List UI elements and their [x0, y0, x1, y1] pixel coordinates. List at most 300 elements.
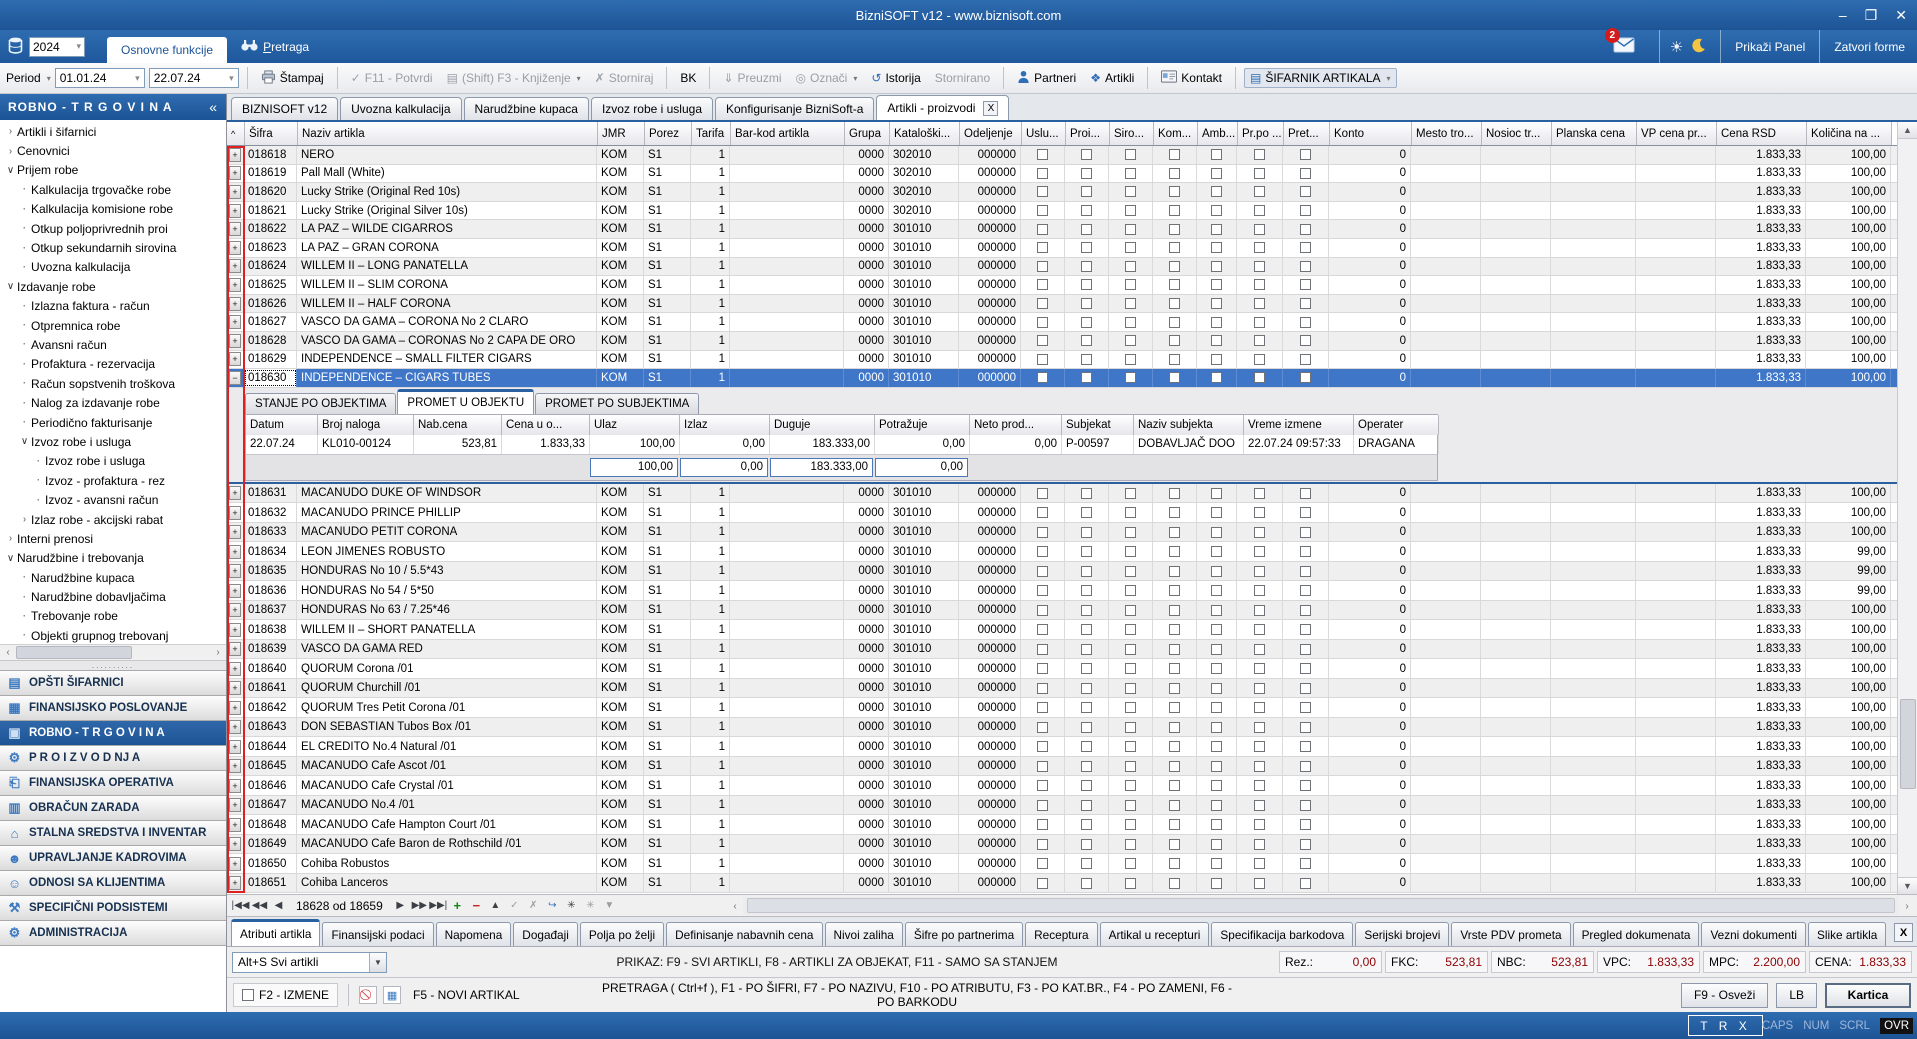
toolbar-button--tampaj[interactable] — [256, 68, 329, 89]
checkbox-icon[interactable] — [1125, 878, 1136, 889]
checkbox-icon[interactable] — [1125, 839, 1136, 850]
column-header-uslu-[interactable]: Uslu... — [1022, 122, 1066, 145]
checkbox-icon[interactable] — [1037, 878, 1048, 889]
checkbox-icon[interactable] — [1211, 780, 1222, 791]
checkbox-icon[interactable] — [1037, 224, 1048, 235]
checkbox-icon[interactable] — [1037, 168, 1048, 179]
checkbox-icon[interactable] — [1037, 624, 1048, 635]
checkbox-icon[interactable] — [1081, 858, 1092, 869]
table-row[interactable] — [227, 313, 1917, 332]
sidebar-item-izvoz-avansni-ra-un[interactable] — [0, 490, 226, 509]
expand-row-icon[interactable]: + — [229, 506, 241, 520]
scroll-right-icon[interactable]: › — [1905, 900, 1909, 912]
checkbox-icon[interactable] — [1211, 741, 1222, 752]
table-row[interactable] — [227, 698, 1917, 718]
f2-izmene-toggle[interactable]: F2 - IZMENE — [233, 983, 338, 1007]
column-header-porez[interactable]: Porez — [645, 122, 692, 145]
checkbox-icon[interactable] — [1037, 839, 1048, 850]
scrollbar-thumb[interactable] — [1900, 699, 1916, 789]
sidebar-item-izvoz-robe-i-usluga[interactable] — [0, 452, 226, 471]
nav-insert-icon[interactable]: + — [453, 898, 462, 913]
checkbox-icon[interactable] — [1300, 605, 1311, 616]
checkbox-icon[interactable] — [1081, 566, 1092, 577]
nav-post-icon[interactable]: ✓ — [510, 900, 519, 911]
tab-konfigurisanje-biznisoft-a[interactable] — [715, 97, 874, 120]
nav-next-page-icon[interactable]: ▶▶ — [411, 900, 427, 911]
detail-column-naziv-subjekta[interactable]: Naziv subjekta — [1134, 415, 1244, 435]
sidebar-item-izlaz-robe-akcijski-rabat[interactable] — [0, 510, 226, 529]
checkbox-icon[interactable] — [1081, 488, 1092, 499]
toolbar-button-bk[interactable] — [675, 69, 701, 87]
toolbar-button-artikli[interactable] — [1085, 69, 1139, 87]
detail-tab-stanje-po-objektima[interactable]: STANJE PO OBJEKTIMA — [245, 393, 396, 414]
checkbox-icon[interactable] — [1037, 298, 1048, 309]
expand-row-icon[interactable]: + — [229, 241, 241, 255]
bottom-tab-pregled-dokumenata[interactable]: Pregled dokumenata — [1573, 922, 1700, 946]
expand-row-icon[interactable]: + — [229, 837, 241, 851]
checkbox-icon[interactable] — [1254, 279, 1265, 290]
scroll-left-icon[interactable]: ‹ — [6, 647, 10, 658]
table-row[interactable] — [227, 484, 1917, 504]
bottom-tab-napomena[interactable]: Napomena — [436, 922, 512, 946]
bottom-tab-specifikacija-barkodova[interactable]: Specifikacija barkodova — [1211, 922, 1353, 946]
column-header-amb-[interactable]: Amb... — [1198, 122, 1238, 145]
checkbox-icon[interactable] — [1037, 317, 1048, 328]
nav-last-icon[interactable]: ▶▶| — [429, 900, 448, 911]
checkbox-icon[interactable] — [1125, 372, 1136, 383]
toolbar-button-kontakt[interactable] — [1156, 68, 1227, 88]
checkbox-icon[interactable] — [1254, 624, 1265, 635]
detail-column-ulaz[interactable]: Ulaz — [590, 415, 680, 435]
sidebar-item-izvoz-robe-i-usluga[interactable] — [0, 432, 226, 451]
checkbox-icon[interactable] — [1081, 205, 1092, 216]
maximize-button[interactable]: ❐ — [1864, 6, 1878, 23]
checkbox-icon[interactable] — [1125, 298, 1136, 309]
disable-edit-icon[interactable] — [359, 986, 377, 1004]
checkbox-icon[interactable] — [1169, 224, 1180, 235]
checkbox-icon[interactable] — [1125, 242, 1136, 253]
checkbox-icon[interactable] — [1211, 605, 1222, 616]
checkbox-icon[interactable] — [1037, 702, 1048, 713]
sidebar-item-ra-un-sopstvenih-tro-kova[interactable] — [0, 374, 226, 393]
column-header-mesto-tro-[interactable]: Mesto tro... — [1412, 122, 1482, 145]
checkbox-icon[interactable] — [1125, 546, 1136, 557]
expand-row-icon[interactable]: + — [229, 486, 241, 500]
checkbox-icon[interactable] — [1300, 839, 1311, 850]
checkbox-icon[interactable] — [1300, 149, 1311, 160]
expand-row-icon[interactable]: + — [229, 352, 241, 366]
checkbox-icon[interactable] — [1081, 279, 1092, 290]
checkbox-icon[interactable] — [1211, 205, 1222, 216]
sidebar-item-otkup-poljoprivrednih-proi[interactable] — [0, 219, 226, 238]
checkbox-icon[interactable] — [1081, 186, 1092, 197]
sidebar-item-objekti-grupnog-trebovanj[interactable] — [0, 626, 226, 644]
checkbox-icon[interactable] — [1300, 546, 1311, 557]
f5-new-article-button[interactable]: F5 - NOVI ARTIKAL — [413, 988, 520, 1002]
module-finansijska-operativa[interactable] — [0, 771, 226, 796]
checkbox-icon[interactable] — [1125, 800, 1136, 811]
close-tab-icon[interactable]: X — [983, 101, 998, 116]
checkbox-icon[interactable] — [1169, 858, 1180, 869]
tab-biznisoft-v12[interactable] — [231, 97, 338, 120]
table-row[interactable] — [227, 239, 1917, 258]
detail-tab-promet-u-objektu[interactable]: PROMET U OBJEKTU — [397, 389, 534, 414]
checkbox-icon[interactable] — [1169, 546, 1180, 557]
checkbox-icon[interactable] — [1169, 741, 1180, 752]
expand-row-icon[interactable]: + — [229, 525, 241, 539]
checkbox-icon[interactable] — [1081, 335, 1092, 346]
checkbox-icon[interactable] — [1300, 261, 1311, 272]
sidebar-item-uvozna-kalkulacija[interactable] — [0, 258, 226, 277]
checkbox-icon[interactable] — [1211, 761, 1222, 772]
checkbox-icon[interactable] — [1300, 205, 1311, 216]
checkbox-icon[interactable] — [1037, 858, 1048, 869]
checkbox-icon[interactable] — [1300, 335, 1311, 346]
checkbox-icon[interactable] — [1211, 224, 1222, 235]
checkbox-icon[interactable] — [1169, 149, 1180, 160]
checkbox-icon[interactable] — [1300, 858, 1311, 869]
checkbox-icon[interactable] — [1254, 800, 1265, 811]
sidebar-item-profaktura-rezervacija[interactable] — [0, 355, 226, 374]
checkbox-icon[interactable] — [1169, 585, 1180, 596]
checkbox-icon[interactable] — [1211, 168, 1222, 179]
expand-row-icon[interactable]: + — [229, 278, 241, 292]
checkbox-icon[interactable] — [1211, 683, 1222, 694]
checkbox-icon[interactable] — [1037, 261, 1048, 272]
toolbar-button-preuzmi[interactable] — [718, 69, 786, 87]
detail-column-nab-cena[interactable]: Nab.cena — [414, 415, 502, 435]
sidebar-item-kalkulacija-komisione-robe[interactable] — [0, 200, 226, 219]
checkbox-icon[interactable] — [1037, 149, 1048, 160]
toolbar-button-partneri[interactable] — [1012, 68, 1081, 89]
checkbox-icon[interactable] — [1300, 354, 1311, 365]
checkbox-icon[interactable] — [1211, 335, 1222, 346]
checkbox-icon[interactable] — [1300, 780, 1311, 791]
sidebar-item-avansni-ra-un[interactable] — [0, 335, 226, 354]
checkbox-icon[interactable] — [1037, 683, 1048, 694]
checkbox-icon[interactable] — [1254, 149, 1265, 160]
bottom-tab-nivoi-zaliha[interactable]: Nivoi zaliha — [825, 922, 903, 946]
checkbox-icon[interactable] — [1081, 507, 1092, 518]
expand-row-icon[interactable]: + — [229, 740, 241, 754]
checkbox-icon[interactable] — [1254, 298, 1265, 309]
expand-row-icon[interactable]: + — [229, 204, 241, 218]
checkbox-icon[interactable] — [1300, 585, 1311, 596]
table-row[interactable] — [227, 679, 1917, 699]
tab-pretraga[interactable]: Pretraga — [241, 39, 309, 55]
checkbox-icon[interactable] — [1300, 819, 1311, 830]
tree-expanded-icon[interactable]: ∨ — [6, 281, 15, 293]
checkbox-icon[interactable] — [1169, 683, 1180, 694]
toolbar-button-storniraj[interactable] — [590, 69, 659, 87]
minimize-button[interactable]: – — [1838, 7, 1847, 23]
collapse-row-icon[interactable]: − — [229, 371, 241, 385]
tab-osnovne-funkcije[interactable]: Osnovne funkcije — [107, 37, 227, 63]
expand-row-icon[interactable]: + — [229, 720, 241, 734]
tree-collapsed-icon[interactable]: › — [8, 533, 13, 545]
sidebar-item-periodi-no-fakturisanje[interactable] — [0, 413, 226, 432]
table-row[interactable] — [227, 815, 1917, 835]
scroll-right-icon[interactable]: › — [216, 647, 220, 658]
checkbox-icon[interactable] — [1254, 605, 1265, 616]
detail-column-datum[interactable]: Datum — [246, 415, 318, 435]
column-header-tarifa[interactable]: Tarifa — [692, 122, 731, 145]
nav-edit-icon[interactable]: ▲ — [490, 900, 501, 911]
tab-narud-bine-kupaca[interactable] — [464, 97, 589, 120]
table-row[interactable] — [227, 276, 1917, 295]
checkbox-icon[interactable] — [1254, 186, 1265, 197]
checkbox-icon[interactable] — [1300, 663, 1311, 674]
table-row[interactable] — [227, 202, 1917, 221]
tab-artikli-proizvodi[interactable] — [876, 95, 1009, 120]
expand-row-icon[interactable]: + — [229, 297, 241, 311]
module-odnosi-sa-klijentima[interactable] — [0, 871, 226, 896]
checkbox-icon[interactable] — [1169, 317, 1180, 328]
toolbar-button-ozna-i[interactable] — [791, 69, 863, 87]
checkbox-icon[interactable] — [1125, 722, 1136, 733]
table-row[interactable] — [227, 835, 1917, 855]
detail-column-subjekat[interactable]: Subjekat — [1062, 415, 1134, 435]
checkbox-icon[interactable] — [1125, 261, 1136, 272]
checkbox-icon[interactable] — [1081, 317, 1092, 328]
detail-column-potra-uje[interactable]: Potražuje — [875, 415, 970, 435]
checkbox-icon[interactable] — [1081, 224, 1092, 235]
nav-goto-bookmark-icon[interactable]: ✳ — [586, 900, 595, 911]
table-row[interactable] — [227, 562, 1917, 582]
column-header-proi-[interactable]: Proi... — [1066, 122, 1110, 145]
checkbox-icon[interactable] — [1081, 819, 1092, 830]
nav-prior-page-icon[interactable]: ◀◀ — [251, 900, 268, 911]
column-header-jmr[interactable]: JMR — [598, 122, 645, 145]
nav-refresh-icon[interactable]: ↪ — [548, 900, 557, 911]
close-panel-icon[interactable]: X — [1894, 923, 1913, 942]
table-row[interactable] — [227, 581, 1917, 601]
sidebar-item-interni-prenosi[interactable] — [0, 529, 226, 548]
sidebar-item-izvoz-profaktura-rez[interactable] — [0, 471, 226, 490]
table-row[interactable] — [227, 737, 1917, 757]
checkbox-icon[interactable] — [1211, 507, 1222, 518]
checkbox-icon[interactable] — [1211, 488, 1222, 499]
table-row[interactable] — [227, 220, 1917, 239]
expand-row-icon[interactable]: + — [229, 259, 241, 273]
expand-row-icon[interactable]: + — [229, 564, 241, 578]
table-row[interactable] — [227, 854, 1917, 874]
checkbox-icon[interactable] — [1211, 624, 1222, 635]
checkbox-icon[interactable] — [1169, 242, 1180, 253]
expand-row-icon[interactable]: + — [229, 623, 241, 637]
checkbox-icon[interactable] — [1037, 566, 1048, 577]
checkbox-icon[interactable] — [1169, 168, 1180, 179]
checkbox-icon[interactable] — [1081, 168, 1092, 179]
checkbox-icon[interactable] — [1081, 605, 1092, 616]
checkbox-icon[interactable] — [1169, 644, 1180, 655]
period-label[interactable]: Period — [6, 71, 41, 85]
checkbox-icon[interactable] — [1037, 605, 1048, 616]
checkbox-icon[interactable] — [1254, 644, 1265, 655]
checkbox-icon[interactable] — [1037, 722, 1048, 733]
column-header-naziv-artikla[interactable]: Naziv artikla — [298, 122, 598, 145]
toolbar-button-stornirano[interactable] — [930, 69, 995, 87]
checkbox-icon[interactable] — [1254, 507, 1265, 518]
checkbox-icon[interactable] — [1037, 780, 1048, 791]
checkbox-icon[interactable] — [1254, 317, 1265, 328]
tree-collapsed-icon[interactable]: › — [22, 514, 27, 525]
kartica-button[interactable]: Kartica — [1825, 983, 1911, 1008]
checkbox-icon[interactable] — [1037, 800, 1048, 811]
column-header-nosioc-tr-[interactable]: Nosioc tr... — [1482, 122, 1552, 145]
expand-row-icon[interactable]: + — [229, 545, 241, 559]
nav-next-icon[interactable]: ▶ — [396, 900, 405, 911]
module-finansijsko-poslovanje[interactable] — [0, 696, 226, 721]
checkbox-icon[interactable] — [1169, 261, 1180, 272]
column-header-vp-cena-pr-[interactable]: VP cena pr... — [1637, 122, 1717, 145]
light-theme-icon[interactable]: ☀ — [1669, 38, 1684, 56]
detail-column-vreme-izmene[interactable]: Vreme izmene — [1244, 415, 1354, 435]
checkbox-icon[interactable] — [1037, 488, 1048, 499]
bottom-tab-slike-artikla[interactable]: Slike artikla — [1808, 922, 1886, 946]
column-header-siro-[interactable]: Siro... — [1110, 122, 1154, 145]
table-layout-icon[interactable]: ▦ — [383, 986, 401, 1004]
checkbox-icon[interactable] — [1300, 372, 1311, 383]
checkbox-icon[interactable] — [1169, 488, 1180, 499]
table-row[interactable] — [227, 369, 1917, 388]
toolbar-button-istorija[interactable] — [866, 69, 925, 87]
checkbox-icon[interactable] — [1125, 585, 1136, 596]
expand-row-icon[interactable]: + — [229, 701, 241, 715]
checkbox-icon[interactable] — [1211, 279, 1222, 290]
tab-uvozna-kalkulacija[interactable] — [340, 97, 461, 120]
checkbox-icon[interactable] — [1125, 507, 1136, 518]
checkbox-icon[interactable] — [1211, 585, 1222, 596]
checkbox-icon[interactable] — [1300, 683, 1311, 694]
checkbox-icon[interactable] — [1254, 761, 1265, 772]
checkbox-icon[interactable] — [1081, 780, 1092, 791]
expand-row-icon[interactable]: + — [229, 759, 241, 773]
sidebar-item-nalog-za-izdavanje-robe[interactable] — [0, 393, 226, 412]
expand-row-icon[interactable]: + — [229, 148, 241, 162]
table-row[interactable] — [227, 183, 1917, 202]
checkbox-icon[interactable] — [1300, 624, 1311, 635]
checkbox-icon[interactable] — [1037, 205, 1048, 216]
checkbox-icon[interactable] — [1211, 186, 1222, 197]
checkbox-icon[interactable] — [1254, 488, 1265, 499]
year-select[interactable]: 2024 ▾ — [29, 37, 85, 57]
table-row[interactable] — [227, 659, 1917, 679]
nav-prior-icon[interactable]: ◀ — [274, 900, 283, 911]
checkbox-icon[interactable] — [1037, 663, 1048, 674]
checkbox-icon[interactable] — [1037, 242, 1048, 253]
checkbox-icon[interactable] — [1300, 761, 1311, 772]
tree-expanded-icon[interactable]: ∨ — [6, 552, 15, 564]
grid-vertical-scrollbar[interactable] — [1897, 122, 1917, 894]
sidebar-item-kalkulacija-trgova-ke-robe[interactable] — [0, 180, 226, 199]
close-forms-button[interactable]: Zatvori forme — [1834, 39, 1905, 54]
checkbox-icon[interactable] — [1037, 761, 1048, 772]
checkbox-icon[interactable] — [1125, 566, 1136, 577]
expand-row-icon[interactable]: + — [229, 681, 241, 695]
checkbox-icon[interactable] — [1254, 663, 1265, 674]
checkbox-icon[interactable] — [1300, 644, 1311, 655]
table-row[interactable] — [227, 640, 1917, 660]
checkbox-icon[interactable] — [1125, 780, 1136, 791]
checkbox-icon[interactable] — [1211, 722, 1222, 733]
bottom-tab-atributi-artikla[interactable]: Atributi artikla — [231, 919, 320, 946]
checkbox-icon[interactable] — [1125, 279, 1136, 290]
table-row[interactable] — [227, 718, 1917, 738]
checkbox-icon[interactable] — [1081, 242, 1092, 253]
expand-row-icon[interactable]: + — [229, 798, 241, 812]
column-header-katalo-ki-[interactable]: Kataloški... — [890, 122, 960, 145]
checkbox-icon[interactable] — [1254, 683, 1265, 694]
checkbox-icon[interactable] — [1300, 242, 1311, 253]
checkbox-icon[interactable] — [1254, 168, 1265, 179]
nav-delete-icon[interactable]: − — [472, 898, 481, 913]
checkbox-icon[interactable] — [1211, 261, 1222, 272]
checkbox-icon[interactable] — [1254, 702, 1265, 713]
expand-row-icon[interactable]: + — [229, 642, 241, 656]
checkbox-icon[interactable] — [1125, 168, 1136, 179]
checkbox-icon[interactable] — [1081, 839, 1092, 850]
checkbox-icon[interactable] — [1300, 741, 1311, 752]
module-specifi-ni-podsistemi[interactable] — [0, 896, 226, 921]
checkbox-icon[interactable] — [1211, 839, 1222, 850]
bottom-tab-doga-aji[interactable]: Događaji — [513, 922, 578, 946]
toolbar-button--shift-f3-knji-enje[interactable] — [442, 69, 586, 87]
checkbox-icon[interactable] — [1211, 149, 1222, 160]
table-row[interactable] — [227, 523, 1917, 543]
checkbox-icon[interactable] — [1254, 780, 1265, 791]
expand-row-icon[interactable]: + — [229, 315, 241, 329]
checkbox-icon[interactable] — [1211, 527, 1222, 538]
checkbox-icon[interactable] — [1037, 186, 1048, 197]
show-panel-button[interactable]: Prikaži Panel — [1735, 39, 1806, 54]
table-row[interactable] — [227, 351, 1917, 370]
checkbox-icon[interactable] — [1081, 683, 1092, 694]
detail-column-duguje[interactable]: Duguje — [770, 415, 875, 435]
column-header-kom-[interactable]: Kom... — [1154, 122, 1198, 145]
checkbox-icon[interactable] — [1300, 878, 1311, 889]
checkbox-icon[interactable] — [1211, 298, 1222, 309]
bottom-tab-definisanje-nabavnih-cena[interactable]: Definisanje nabavnih cena — [666, 922, 822, 946]
bottom-tab-receptura[interactable]: Receptura — [1025, 922, 1097, 946]
checkbox-icon[interactable] — [1211, 819, 1222, 830]
checkbox-icon[interactable] — [1081, 761, 1092, 772]
expand-row-icon[interactable]: + — [229, 818, 241, 832]
column-header-koli-ina-na-[interactable]: Količina na ... — [1807, 122, 1892, 145]
sidebar-item-cenovnici[interactable] — [0, 141, 226, 160]
date-to-input[interactable]: 22.07.24 ▾ — [149, 68, 239, 88]
bottom-tab-vezni-dokumenti[interactable]: Vezni dokumenti — [1701, 922, 1806, 946]
detail-tab-promet-po-subjektima[interactable]: PROMET PO SUBJEKTIMA — [535, 393, 699, 414]
checkbox-icon[interactable] — [1125, 354, 1136, 365]
table-row[interactable] — [227, 757, 1917, 777]
checkbox-icon[interactable] — [1125, 741, 1136, 752]
checkbox-icon[interactable] — [1254, 839, 1265, 850]
checkbox-icon[interactable] — [1300, 507, 1311, 518]
checkbox-icon[interactable] — [1254, 858, 1265, 869]
checkbox-icon[interactable] — [1081, 624, 1092, 635]
checkbox-icon[interactable] — [1300, 566, 1311, 577]
checkbox-icon[interactable] — [1037, 644, 1048, 655]
table-row[interactable] — [227, 796, 1917, 816]
checkbox-icon[interactable] — [1169, 878, 1180, 889]
scroll-up-icon[interactable]: ▲ — [1898, 122, 1917, 139]
lb-button[interactable]: LB — [1776, 983, 1817, 1008]
expand-row-icon[interactable]: + — [229, 662, 241, 676]
checkbox-icon[interactable] — [1211, 878, 1222, 889]
checkbox-icon[interactable] — [1254, 372, 1265, 383]
checkbox-icon[interactable] — [1081, 298, 1092, 309]
